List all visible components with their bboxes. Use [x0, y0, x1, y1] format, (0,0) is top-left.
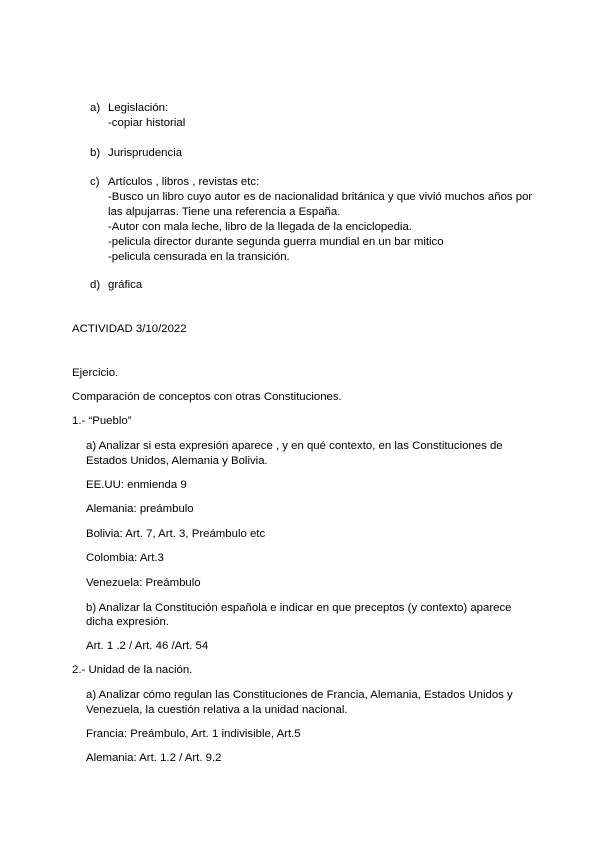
- section-1-question-b-line: b) Analizar la Constitución española e indicar en que preceptos (y contexto) aparece: [86, 602, 512, 614]
- section-1-answer-b: Art. 1 .2 / Art. 46 /Art. 54: [86, 640, 209, 652]
- section-2-question-a-line: Venezuela, la cuestión relativa a la unidad nacional.: [86, 704, 348, 716]
- section-1-answer: Alemania: preámbulo: [86, 503, 194, 515]
- list-marker: c): [90, 176, 100, 188]
- section-2-answer: Francia: Preámbulo, Art. 1 indivisible, Art.5: [86, 728, 301, 740]
- list-line: -pelicula censurada en la transición.: [108, 251, 290, 263]
- comparison-intro: Comparación de conceptos con otras Constituciones.: [72, 391, 342, 403]
- list-marker: a): [90, 102, 101, 114]
- list-line: -copiar historial: [108, 117, 186, 129]
- list-line: -Autor con mala leche, libro de la llegada de la enciclopedia.: [108, 221, 412, 233]
- list-title: Legislación:: [108, 102, 169, 114]
- exercise-label: Ejercicio.: [72, 367, 119, 379]
- section-1-heading: 1.- “Pueblo”: [72, 415, 132, 427]
- section-1-question-b-line: dicha expresión.: [86, 616, 169, 628]
- list-marker: d): [90, 279, 101, 291]
- section-1-answer: Colombia: Art.3: [86, 552, 164, 564]
- activity-heading: ACTIVIDAD 3/10/2022: [72, 323, 187, 335]
- list-line: -pelicula director durante segunda guerra mundial en un bar mitico: [108, 236, 444, 248]
- list-title: Jurisprudencia: [108, 147, 183, 159]
- section-1-answer: EE.UU: enmienda 9: [86, 479, 187, 491]
- list-title: gráfica: [108, 279, 143, 291]
- list-line: -Busco un libro cuyo autor es de nacionalidad británica y que vivió muchos años por: [108, 191, 533, 203]
- list-line: las alpujarras. Tiene una referencia a España.: [108, 206, 341, 218]
- section-1-answer: Bolivia: Art. 7, Art. 3, Preámbulo etc: [86, 528, 266, 540]
- section-2-heading: 2.- Unidad de la nación.: [72, 664, 193, 676]
- section-2-question-a-line: a) Analizar cómo regulan las Constituciones de Francia, Alemania, Estados Unidos y: [86, 689, 513, 701]
- section-1-answer: Venezuela: Preámbulo: [86, 577, 201, 589]
- section-1-question-a-line: Estados Unidos, Alemania y Bolivia.: [86, 455, 268, 467]
- section-2-answer: Alemania: Art. 1.2 / Art. 9.2: [86, 752, 222, 764]
- section-1-question-a-line: a) Analizar si esta expresión aparece , y en qué contexto, en las Constituciones de: [86, 440, 503, 452]
- list-marker: b): [90, 147, 101, 159]
- list-title: Artículos , libros , revistas etc:: [108, 176, 260, 188]
